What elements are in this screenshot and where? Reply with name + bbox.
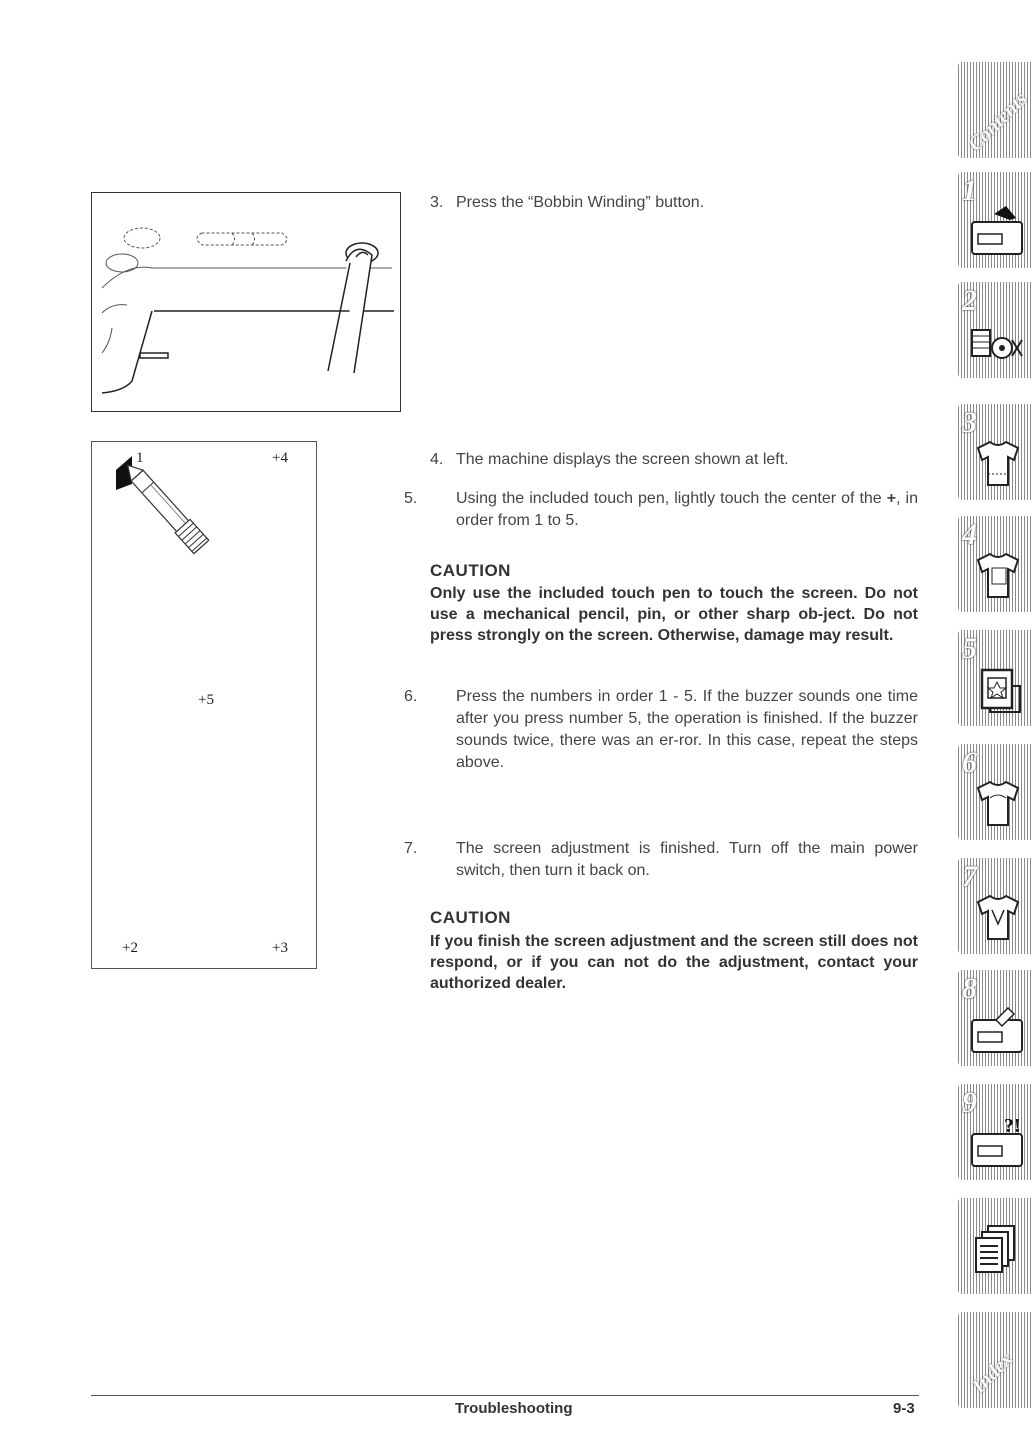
- tab-index[interactable]: [958, 1312, 1032, 1408]
- caution-1-body: Only use the included touch pen to touch the screen. Do not use a mechanical pencil, pin, or other sharp ob-ject. Do not press strongly on the screen. Otherwise, damage may result.: [430, 585, 918, 644]
- step-5-text-a: Using the included touch pen, lightly touch the center of the: [456, 490, 887, 507]
- tab-9-number: 9: [962, 1086, 977, 1119]
- tab-1-number: 1: [962, 174, 977, 207]
- tab-appendix[interactable]: [958, 1198, 1032, 1294]
- tab-3-number: 3: [962, 406, 977, 439]
- tab-chapter-6[interactable]: [958, 744, 1032, 840]
- step-6: [404, 686, 918, 774]
- sewing-machine-icon: [968, 194, 1028, 260]
- step-5: [404, 488, 918, 532]
- tab-chapter-9[interactable]: [958, 1084, 1032, 1180]
- tab-chapter-2[interactable]: [958, 282, 1032, 378]
- touch-point-5-label: +5: [198, 692, 214, 708]
- sewn-shirt-icon: [968, 880, 1028, 946]
- touch-point-3-label: +3: [272, 940, 288, 956]
- tab-chapter-8[interactable]: [958, 970, 1032, 1066]
- step-4-number: 4.: [430, 451, 444, 468]
- embroidery-frame-icon: [968, 652, 1028, 718]
- tab-2-number: 2: [962, 284, 977, 317]
- tab-7-number: 7: [962, 860, 977, 893]
- tab-contents[interactable]: [958, 62, 1032, 158]
- documents-icon: [968, 1220, 1028, 1286]
- touch-point-2-label: +2: [122, 940, 138, 956]
- step-3-text: Press the “Bobbin Winding” button.: [456, 194, 705, 211]
- touch-point-1-label: 1: [136, 450, 144, 466]
- step-3: [430, 192, 918, 214]
- step-4-text: The machine displays the screen shown at left.: [456, 451, 789, 468]
- step-7-text: The screen adjustment is finished. Turn off the main power switch, then turn it back on.: [456, 840, 918, 879]
- bobbin-button-illustration: [91, 192, 401, 412]
- shirt-icon: [968, 426, 1028, 492]
- tab-chapter-3[interactable]: [958, 404, 1032, 500]
- tab-index-label: Index: [968, 1348, 1018, 1398]
- step-7-number: 7.: [404, 840, 418, 857]
- step-3-number: 3.: [430, 194, 444, 211]
- step-6-number: 6.: [404, 688, 418, 705]
- finger-press-drawing: [92, 193, 402, 413]
- tab-4-number: 4: [962, 518, 977, 551]
- step-6-text: Press the numbers in order 1 - 5. If the buzzer sounds one time after you press number 5, the operation is finished. If the buzzer sounds twice, there was an er-ror. In this case, repeat the steps above.: [456, 688, 918, 771]
- calibration-screen-illustration: [91, 441, 317, 969]
- troubleshooting-machine-icon: [968, 1106, 1028, 1172]
- step-7: [404, 838, 918, 882]
- svg-text:?!: ?!: [1004, 1115, 1021, 1137]
- step-5-text-b: , in order from 1 to 5.: [456, 490, 918, 529]
- step-5-number: 5.: [404, 490, 418, 507]
- tab-5-number: 5: [962, 632, 977, 665]
- maintenance-machine-icon: [968, 992, 1028, 1058]
- thread-spools-icon: [968, 304, 1028, 370]
- embroidered-shirt-icon: [968, 538, 1028, 604]
- tab-chapter-5[interactable]: [958, 630, 1032, 726]
- footer-section-title: Troubleshooting: [455, 1400, 573, 1417]
- footer-page-number: 9-3: [893, 1400, 915, 1417]
- touch-point-4-label: +4: [272, 450, 288, 466]
- tab-chapter-4[interactable]: [958, 516, 1032, 612]
- step-5-plus-symbol: +: [886, 490, 897, 507]
- caution-2-title: CAUTION: [430, 908, 511, 927]
- tab-contents-label: Contents: [964, 88, 1032, 156]
- caution-2-body: If you finish the screen adjustment and the screen still does not respond, or if you can not do the adjustment, contact your authorized dealer.: [430, 933, 918, 992]
- caution-1-title: CAUTION: [430, 561, 511, 580]
- pattern-shirt-icon: [968, 766, 1028, 832]
- step-4: [430, 449, 918, 471]
- footer-divider: [91, 1395, 919, 1396]
- tab-6-number: 6: [962, 746, 977, 779]
- tab-8-number: 8: [962, 972, 977, 1005]
- tab-chapter-7[interactable]: [958, 858, 1032, 954]
- tab-chapter-1[interactable]: [958, 172, 1032, 268]
